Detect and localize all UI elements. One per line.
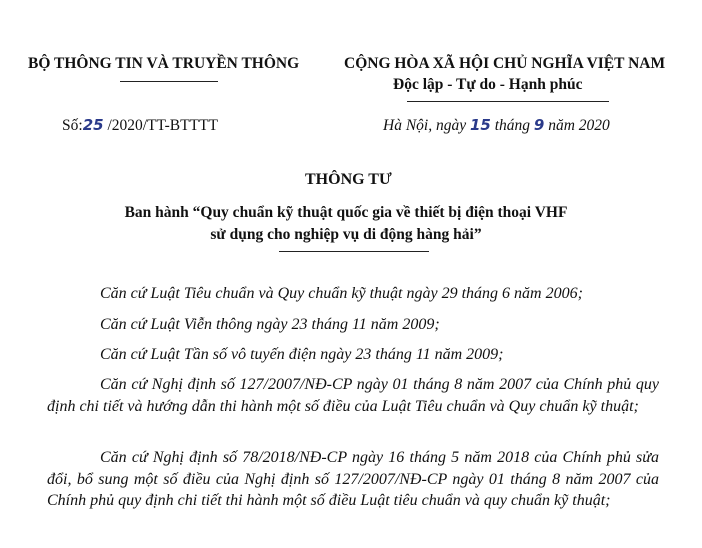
- legal-basis-4: [47, 374, 659, 417]
- issue-date: [383, 116, 610, 135]
- legal-basis-1: [47, 283, 659, 305]
- ministry-underline: [120, 81, 218, 82]
- subject-line-2: sử dụng cho nghiệp vụ di động hàng hải”: [210, 226, 482, 243]
- legal-basis-5-text: Căn cứ Nghị định số 78/2018/NĐ-CP ngày 16 tháng 5 năm 2018 của Chính phủ sửa đổi, bổ sung một số điều của Nghị định số 127/2007/NĐ-CP ngày 01 tháng 8 năm 2007 của Chính phủ quy định chi tiết thi hành một số điều Luật tiêu chuẩn và quy chuẩn kỹ thuật;: [47, 449, 659, 509]
- legal-basis-3-text: Căn cứ Luật Tần số vô tuyến điện ngày 23 tháng 11 năm 2009;: [100, 346, 504, 363]
- date-place: Hà Nội, ngày: [383, 117, 470, 134]
- number-prefix: Số:: [62, 117, 83, 134]
- number-suffix: /2020/TT-BTTTT: [103, 117, 218, 134]
- document-subject: [0, 202, 697, 246]
- handwritten-month: 9: [533, 116, 545, 134]
- handwritten-number: 25: [82, 116, 104, 134]
- national-motto: Độc lập - Tự do - Hạnh phúc: [393, 76, 583, 93]
- legal-basis-5: [47, 447, 659, 512]
- subject-line-1: Ban hành “Quy chuẩn kỹ thuật quốc gia về thiết bị điện thoại VHF: [124, 204, 568, 221]
- legal-basis-3: [47, 344, 659, 366]
- issuing-ministry: BỘ THÔNG TIN VÀ TRUYỀN THÔNG: [28, 55, 300, 72]
- subject-underline: [279, 251, 429, 252]
- date-year-label: năm 2020: [544, 117, 610, 134]
- document-type: THÔNG TƯ: [305, 171, 392, 188]
- document-number: [62, 116, 218, 135]
- date-month-label: tháng: [490, 117, 534, 134]
- handwritten-day: 15: [469, 116, 491, 134]
- legal-basis-2: [47, 314, 659, 336]
- motto-underline: [407, 101, 609, 102]
- legal-basis-2-text: Căn cứ Luật Viễn thông ngày 23 tháng 11 năm 2009;: [100, 316, 440, 333]
- national-title: CỘNG HÒA XÃ HỘI CHỦ NGHĨA VIỆT NAM: [344, 55, 666, 72]
- legal-basis-1-text: Căn cứ Luật Tiêu chuẩn và Quy chuẩn kỹ thuật ngày 29 tháng 6 năm 2006;: [100, 285, 583, 302]
- legal-basis-4-text: Căn cứ Nghị định số 127/2007/NĐ-CP ngày 01 tháng 8 năm 2007 của Chính phủ quy định chi tiết và hướng dẫn thi hành một số điều của Luật Tiêu chuẩn và Quy chuẩn kỹ thuật;: [47, 376, 659, 415]
